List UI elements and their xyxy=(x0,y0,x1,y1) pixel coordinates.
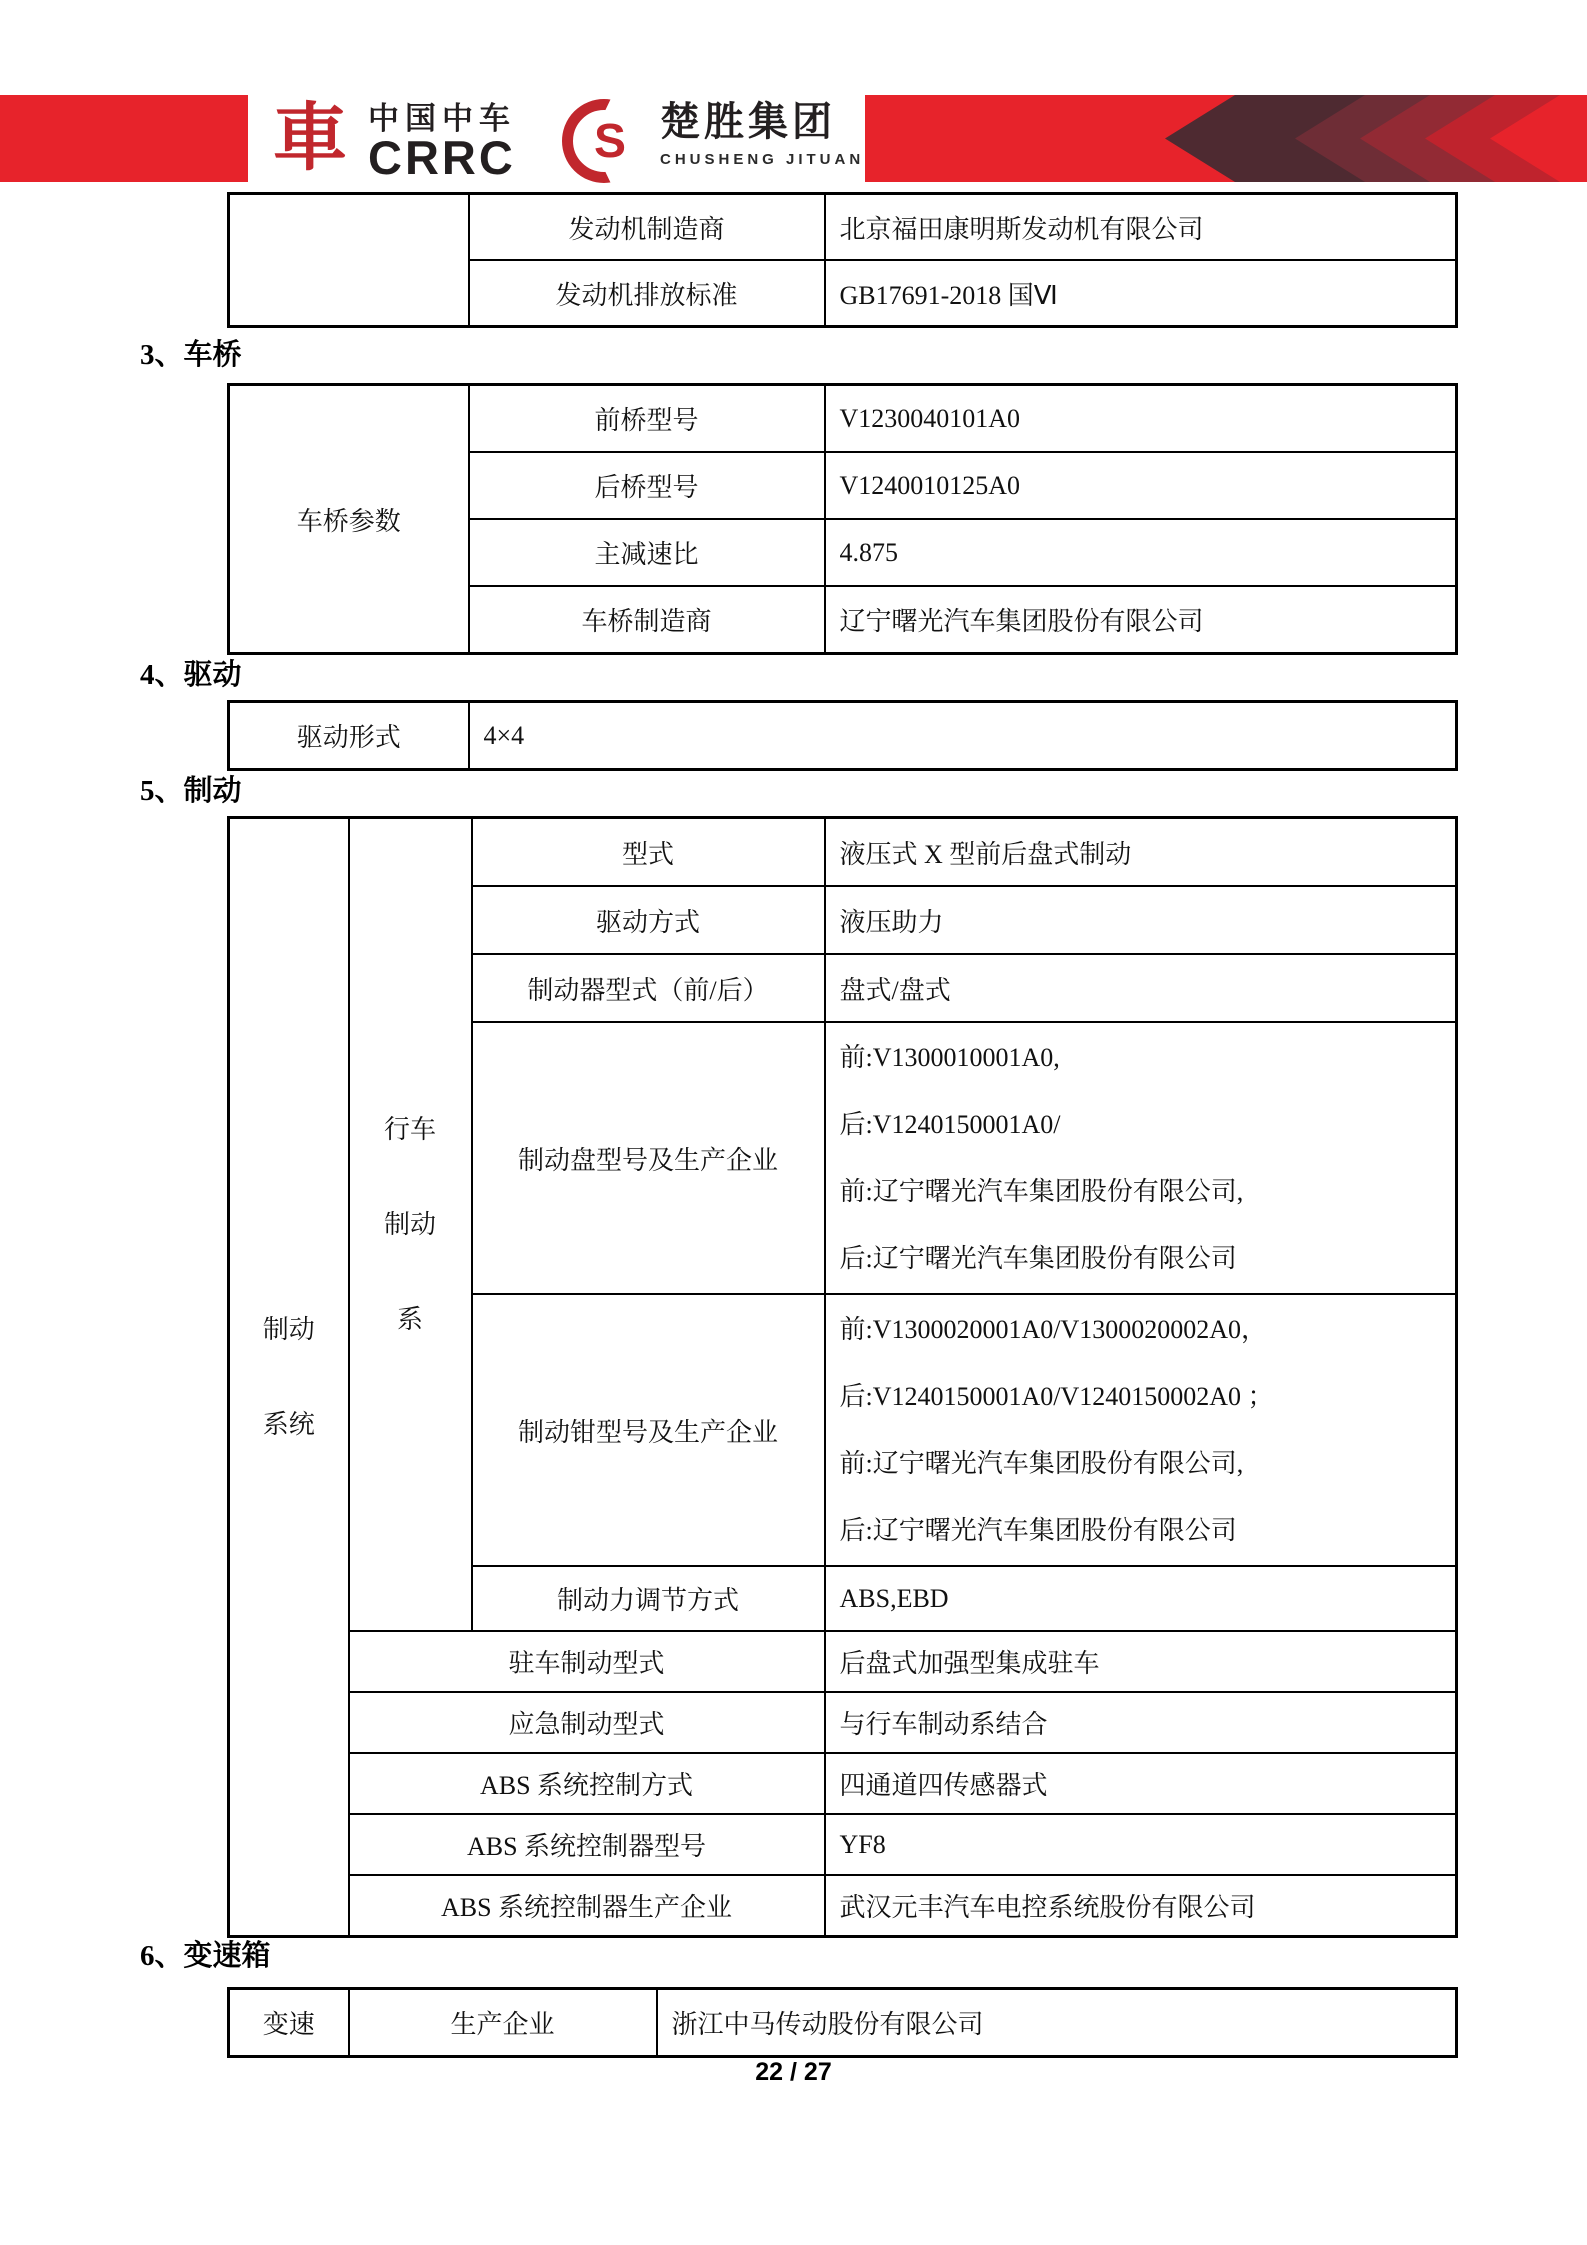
table-row xyxy=(229,194,1457,261)
spec-label: 主减速比 xyxy=(469,519,825,586)
table-row xyxy=(229,1631,1457,1692)
spec-value: 液压式 X 型前后盘式制动 xyxy=(825,818,1457,887)
spec-value: GB17691-2018 国Ⅵ xyxy=(825,260,1457,327)
spec-label: 制动盘型号及生产企业 xyxy=(472,1022,825,1294)
spec-value: YF8 xyxy=(825,1814,1457,1875)
spec-label: 车桥制造商 xyxy=(469,586,825,654)
spec-value: 武汉元丰汽车电控系统股份有限公司 xyxy=(825,1875,1457,1937)
spec-label: 发动机制造商 xyxy=(469,194,825,261)
group-label-brake-system xyxy=(229,818,349,1937)
crrc-name-en: CRRC xyxy=(368,131,516,184)
chusheng-name-cn: 楚胜集团 xyxy=(660,100,836,144)
table-row xyxy=(229,1814,1457,1875)
crrc-logo xyxy=(368,101,516,184)
group-label: 变速 xyxy=(229,1989,349,2057)
crrc-name-cn: 中国中车 xyxy=(368,101,516,136)
spec-value: 液压助力 xyxy=(825,886,1457,954)
page-number: 22 / 27 xyxy=(755,2058,832,2086)
spec-value-multiline xyxy=(825,1022,1457,1294)
engine-table xyxy=(227,192,1458,328)
spec-value-multiline xyxy=(825,1294,1457,1566)
table-row xyxy=(229,702,1457,770)
group-label: 车桥参数 xyxy=(229,385,469,654)
section-heading-gearbox: 6、变速箱 xyxy=(140,1940,271,1972)
spec-value: ABS,EBD xyxy=(825,1566,1457,1631)
spec-value: 浙江中马传动股份有限公司 xyxy=(657,1989,1457,2057)
spec-value: 北京福田康明斯发动机有限公司 xyxy=(825,194,1457,261)
empty-group-cell xyxy=(229,194,469,327)
chusheng-emblem-icon xyxy=(562,99,646,183)
spec-label: 后桥型号 xyxy=(469,452,825,519)
spec-label: 生产企业 xyxy=(349,1989,657,2057)
spec-value: V1240010125A0 xyxy=(825,452,1457,519)
spec-value: V1230040101A0 xyxy=(825,385,1457,453)
spec-label: 制动力调节方式 xyxy=(472,1566,825,1631)
value-line: 后:辽宁曙光汽车集团股份有限公司 xyxy=(839,1516,1237,1545)
gearbox-table xyxy=(227,1987,1458,2058)
spec-label: 驻车制动型式 xyxy=(349,1631,825,1692)
section-heading-drive: 4、驱动 xyxy=(140,659,242,691)
spec-label: 制动器型式（前/后） xyxy=(472,954,825,1022)
group-label-service-brake xyxy=(349,818,472,1632)
value-line: 前:V1300020001A0/V1300020002A0， xyxy=(839,1315,1268,1344)
group-label-line: 制动 xyxy=(262,1315,315,1344)
brake-table xyxy=(227,816,1458,1938)
value-line: 后:辽宁曙光汽车集团股份有限公司 xyxy=(839,1244,1237,1273)
spec-label: 发动机排放标准 xyxy=(469,260,825,327)
spec-value: 4×4 xyxy=(469,702,1457,770)
spec-label: ABS 系统控制器生产企业 xyxy=(349,1875,825,1937)
spec-value: 与行车制动系结合 xyxy=(825,1692,1457,1753)
spec-value: 后盘式加强型集成驻车 xyxy=(825,1631,1457,1692)
spec-label: 驱动形式 xyxy=(229,702,469,770)
table-row xyxy=(229,818,1457,887)
spec-value: 四通道四传感器式 xyxy=(825,1753,1457,1814)
section-heading-brake: 5、制动 xyxy=(140,775,242,807)
table-row xyxy=(229,385,1457,453)
spec-value: 4.875 xyxy=(825,519,1457,586)
chusheng-name-en: CHUSHENG JITUAN xyxy=(660,151,865,168)
crrc-emblem-icon: 車 xyxy=(273,98,347,180)
drive-table xyxy=(227,700,1458,771)
chusheng-logo xyxy=(660,101,864,169)
table-row xyxy=(229,1753,1457,1814)
group-label-line: 行车 xyxy=(383,1115,436,1144)
spec-label: 驱动方式 xyxy=(472,886,825,954)
header-band-left xyxy=(0,95,248,182)
value-line: 前:V1300010001A0, xyxy=(839,1043,1060,1072)
spec-label: ABS 系统控制器型号 xyxy=(349,1814,825,1875)
spec-value: 辽宁曙光汽车集团股份有限公司 xyxy=(825,586,1457,654)
header-band-right xyxy=(865,95,1587,182)
group-label-line: 系统 xyxy=(262,1410,315,1439)
group-label-line: 系 xyxy=(396,1305,423,1334)
spec-label: 前桥型号 xyxy=(469,385,825,453)
value-line: 前:辽宁曙光汽车集团股份有限公司, xyxy=(839,1449,1244,1478)
spec-label: 制动钳型号及生产企业 xyxy=(472,1294,825,1566)
value-line: 后:V1240150001A0/ xyxy=(839,1110,1061,1139)
value-line: 后:V1240150001A0/V1240150002A0 ； xyxy=(839,1382,1274,1411)
table-row xyxy=(229,1692,1457,1753)
value-line: 前:辽宁曙光汽车集团股份有限公司, xyxy=(839,1177,1244,1206)
spec-label: 应急制动型式 xyxy=(349,1692,825,1753)
axle-table xyxy=(227,383,1458,655)
group-label-line: 制动 xyxy=(383,1210,436,1239)
spec-label: ABS 系统控制方式 xyxy=(349,1753,825,1814)
spec-label: 型式 xyxy=(472,818,825,887)
spec-value: 盘式/盘式 xyxy=(825,954,1457,1022)
section-heading-axle: 3、车桥 xyxy=(140,339,242,371)
table-row xyxy=(229,1875,1457,1937)
chusheng-s-glyph: S xyxy=(593,114,626,168)
table-row xyxy=(229,1989,1457,2057)
